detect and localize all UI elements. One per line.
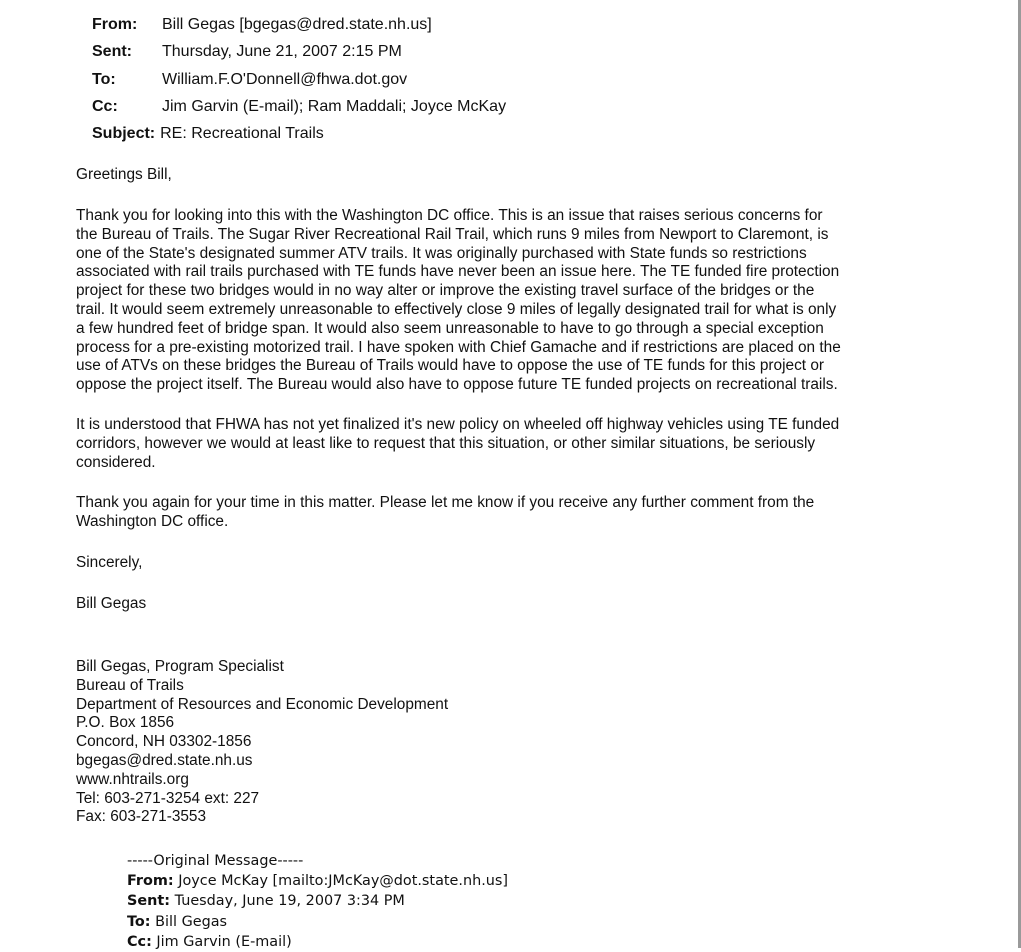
original-sent-row bbox=[127, 891, 508, 911]
header-to-row bbox=[92, 66, 506, 93]
header-sent-value: Thursday, June 21, 2007 2:15 PM bbox=[162, 43, 402, 61]
header-to-value: William.F.O'Donnell@fhwa.dot.gov bbox=[162, 70, 408, 88]
original-from-row bbox=[127, 871, 508, 891]
original-sent-label: Sent: bbox=[127, 893, 171, 910]
signature-org: Bureau of Trails bbox=[76, 676, 184, 694]
paragraph-2 bbox=[76, 416, 839, 472]
header-from-row bbox=[92, 11, 506, 38]
paragraph-line: oppose the project itself. The Bureau would also have to oppose future TE funded projects on recreational trails. bbox=[76, 376, 838, 394]
paragraph-line: trail. It would seem extremely unreasonable to effectively close 9 miles of legally designated trail for what is only bbox=[76, 300, 837, 318]
signer-name: Bill Gegas bbox=[76, 595, 147, 612]
signature-fax: Fax: 603-271-3553 bbox=[76, 808, 207, 826]
paragraph-line: corridors, however we would at least like to request that this situation, or other similar situations, be seriously bbox=[76, 434, 816, 452]
original-message bbox=[127, 851, 508, 952]
original-to-label: To: bbox=[127, 913, 151, 930]
header-cc-label: Cc: bbox=[92, 97, 118, 115]
signature-department: Department of Resources and Economic Development bbox=[76, 695, 449, 713]
paragraph-1 bbox=[76, 207, 841, 395]
header-to-label: To: bbox=[92, 70, 116, 88]
paragraph-line: one of the State's designated summer ATV trails. It was originally purchased with State funds so restrictions bbox=[76, 244, 807, 262]
original-to-value: Bill Gegas bbox=[150, 913, 228, 930]
signature-po-box: P.O. Box 1856 bbox=[76, 714, 175, 732]
paragraph-line: associated with rail trails purchased with TE funds have never been an issue here. The TE funded fire protection bbox=[76, 263, 840, 281]
original-from-label: From: bbox=[127, 873, 174, 890]
paragraph-line: Thank you again for your time in this matter. Please let me know if you receive any further comment from the bbox=[76, 494, 815, 511]
header-subject-value: RE: Recreational Trails bbox=[160, 125, 324, 143]
signature-tel: Tel: 603-271-3254 ext: 227 bbox=[76, 789, 260, 807]
header-subject-label: Subject: bbox=[92, 125, 156, 143]
signature-city: Concord, NH 03302-1856 bbox=[76, 733, 252, 751]
original-message-separator: -----Original Message----- bbox=[127, 853, 304, 869]
paragraph-line: the Bureau of Trails. The Sugar River Recreational Rail Trail, which runs 9 miles from Newport to Claremont, is bbox=[76, 225, 829, 243]
header-cc-value: Jim Garvin (E-mail); Ram Maddali; Joyce McKay bbox=[162, 97, 507, 115]
original-cc-value: Jim Garvin (E-mail) bbox=[151, 933, 292, 950]
paragraph-line: It is understood that FHWA has not yet finalized it's new policy on wheeled off highway vehicles using TE funded bbox=[76, 416, 840, 433]
header-sent-row bbox=[92, 38, 506, 65]
greeting: Greetings Bill, bbox=[76, 166, 172, 183]
original-to-row bbox=[127, 912, 508, 932]
paragraph-line: process for a pre-existing motorized trail. I have spoken with Chief Gamache and if restrictions are placed on the bbox=[76, 338, 841, 356]
email-header bbox=[92, 11, 506, 147]
original-cc-label: Cc: bbox=[127, 933, 152, 950]
paragraph-line: a few hundred feet of bridge span. It would also seem unreasonable to have to go through a special exception bbox=[76, 319, 824, 337]
signature-name-title: Bill Gegas, Program Specialist bbox=[76, 658, 284, 675]
header-from-label: From: bbox=[92, 16, 138, 33]
paragraph-line: project for these two bridges would in no way alter or improve the existing travel surface of the bridges or the bbox=[76, 282, 815, 300]
closing: Sincerely, bbox=[76, 554, 143, 571]
paragraph-line: Thank you for looking into this with the Washington DC office. This is an issue that raises serious concerns for bbox=[76, 207, 823, 224]
original-sent-value: Tuesday, June 19, 2007 3:34 PM bbox=[170, 893, 405, 910]
paragraph-line: use of ATVs on these bridges the Bureau of Trails would have to oppose the use of TE funds for this project or bbox=[76, 357, 825, 375]
header-sent-label: Sent: bbox=[92, 43, 132, 61]
paragraph-line: Washington DC office. bbox=[76, 512, 229, 530]
original-from-value: Joyce McKay [mailto:JMcKay@dot.state.nh.us] bbox=[173, 873, 509, 890]
paragraph-3 bbox=[76, 494, 814, 532]
signature-block bbox=[76, 658, 448, 827]
header-from-value: Bill Gegas [bgegas@dred.state.nh.us] bbox=[162, 16, 432, 33]
header-subject-row bbox=[92, 120, 506, 147]
signature-email: bgegas@dred.state.nh.us bbox=[76, 751, 253, 769]
signature-website: www.nhtrails.org bbox=[76, 770, 189, 788]
header-cc-row bbox=[92, 93, 506, 120]
paragraph-line: considered. bbox=[76, 453, 156, 471]
original-cc-row bbox=[127, 932, 508, 952]
